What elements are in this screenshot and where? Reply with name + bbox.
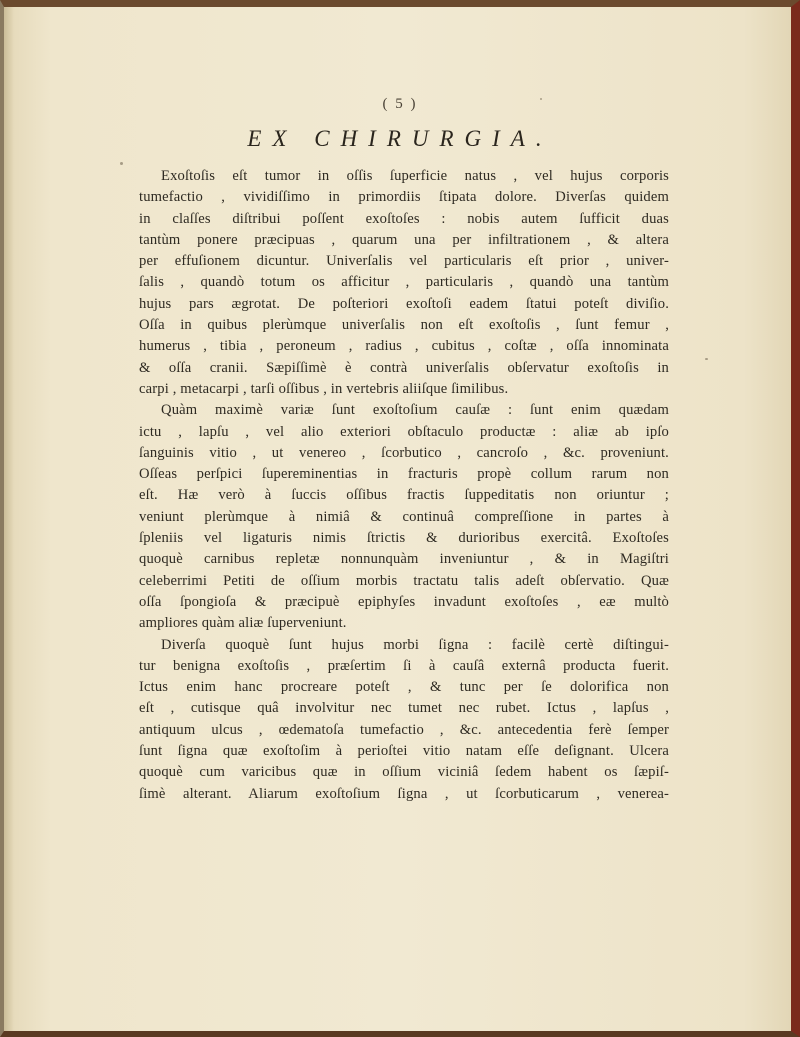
text-line: & oſſa cranii. Sæpiſſimè è contrà univerſalis obſervatur exoſtoſis in [139, 359, 669, 376]
text-line: Diverſa quoquè ſunt hujus morbi ſigna : facilè certè diſtingui- [161, 636, 669, 653]
ink-speck [120, 162, 123, 165]
text-line: ſunt ſigna quæ exoſtoſim à perioſtei vitio natam eſſe deſignant. Ulcera [139, 743, 669, 760]
binding-gutter [4, 7, 14, 1031]
text-line: Exoſtoſis eſt tumor in oſſis ſuperficie natus , vel hujus corporis [161, 168, 669, 184]
text-line: eſt , cutisque quâ involvitur nec tumet nec rubet. Ictus , lapſus , [139, 700, 669, 717]
paragraph-1 [139, 166, 669, 400]
text-line: antiquum ulcus , œdematoſa tumefactio , &c. antecedentia ferè ſemper [139, 721, 669, 738]
text-line: Oſſa in quibus plerùmque univerſalis non eſt exoſtoſis , ſunt femur , [139, 317, 669, 334]
text-line: ampliores quàm aliæ ſuperveniunt. [139, 615, 347, 632]
text-line: quoquè cum varicibus quæ in oſſium viciniâ ſedem habent os ſæpiſ- [139, 764, 669, 781]
text-line: humerus , tibia , peroneum , radius , cubitus , coſtæ , oſſa innominata [139, 338, 669, 355]
text-line: tur benigna exoſtoſis , præſertim ſi à cauſâ externâ producta fuerit. [139, 657, 669, 674]
text-line: ſimè alterant. Aliarum exoſtoſium ſigna , ut ſcorbuticarum , venerea- [139, 785, 669, 802]
page-number: ( 5 ) [382, 96, 418, 112]
text-line: carpi , metacarpi , tarſi oſſibus , in vertebris aliiſque ſimilibus. [139, 380, 509, 397]
text-line: oſſa ſpongioſa & præcipuè epiphyſes invadunt exoſtoſes , eæ multò [139, 593, 669, 610]
text-line: celeberrimi Petiti de oſſium morbis tractatu talis adeſt obſervatio. Quæ [139, 572, 669, 589]
text-line: quoquè carnibus repletæ nonnunquàm inveniuntur , & in Magiſtri [139, 551, 669, 568]
text-line: Oſſeas perſpici ſupereminentias in fracturis propè collum rarum non [139, 466, 669, 483]
ink-speck [705, 358, 708, 360]
text-line: Quàm maximè variæ ſunt exoſtoſium cauſæ : ſunt enim quædam [161, 402, 669, 419]
text-line: hujus pars ægrotat. De poſteriori exoſtoſi eadem ſtatui poteſt diviſio. [139, 295, 669, 312]
text-line: tantùm ponere præcipuas , quarum una per infiltrationem , & altera [139, 231, 669, 248]
text-line: in claſſes diſtribui poſſent exoſtoſes : nobis autem ſufficit duas [139, 210, 669, 227]
text-line: ſpleniis vel ligaturis nimis ſtrictis & durioribus exercitâ. Exoſtoſes [139, 530, 669, 547]
paragraph-2 [139, 400, 669, 634]
text-line: veniunt plerùmque à nimiâ & continuâ compreſſione in partes à [139, 508, 669, 525]
body-text [139, 166, 669, 805]
text-line: ſalis , quandò totum os afficitur , particularis , quandò una tantùm [139, 274, 669, 291]
text-line: Ictus enim hanc procreare poteſt , & tunc per ſe dolorifica non [139, 679, 669, 696]
text-line: ictu , lapſu , vel alio exteriori obſtaculo productæ : aliæ ab ipſo [139, 423, 669, 440]
text-line: tumefactio , vividiſſimo in primordiis ſtipata dolore. Diverſas quidem [139, 189, 669, 206]
section-title: EX CHIRURGIA. [247, 126, 553, 151]
text-line: per effuſionem dicuntur. Univerſalis vel particularis eſt prior , univer- [139, 253, 669, 270]
text-line: eſt. Hæ verò à ſuccis oſſibus fractis ſuppeditatis non oriuntur ; [139, 487, 669, 504]
paragraph-3 [139, 635, 669, 805]
text-line: ſanguinis vitio , ut venereo , ſcorbutico , cancroſo , &c. proveniunt. [139, 444, 669, 461]
